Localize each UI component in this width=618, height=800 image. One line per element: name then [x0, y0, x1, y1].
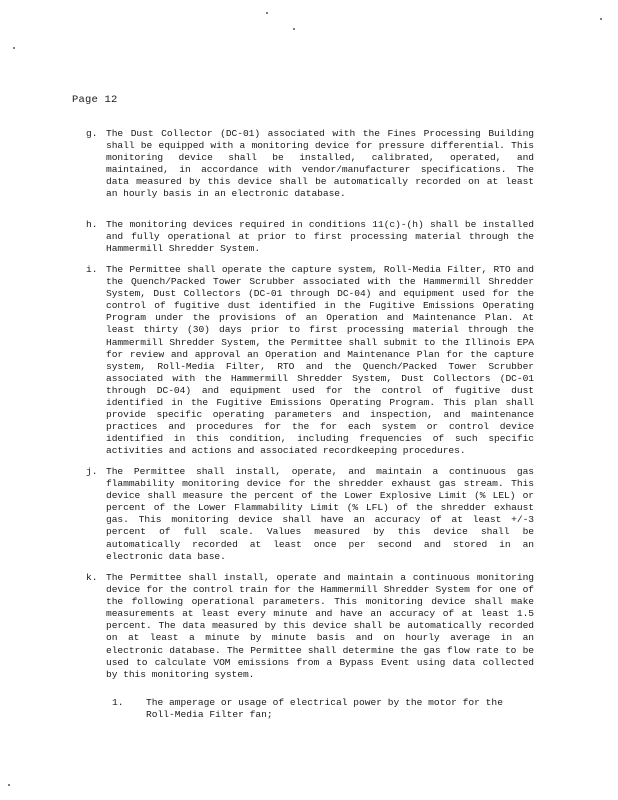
item-text: The Permittee shall install, operate, and maintain a continuous gas flammability monitoring device for the shredder exhaust gas stream. This device shall measure the percent of the Lower Explosive Limit (% LEL) or percent of the Lower Flammability Limit (% LFL) of the shredder exhaust gas. This monitoring device shall have an accuracy of at least +/-3 percent of full scale. Values measured by this device shall be automatically recorded at least once per second and stored in an electronic data base.	[106, 466, 534, 562]
condition-k	[86, 572, 534, 681]
scan-speck	[8, 784, 10, 786]
page-number: Page 12	[72, 94, 118, 106]
scan-speck	[13, 47, 15, 49]
condition-i	[86, 264, 534, 458]
item-text: The monitoring devices required in conditions 11(c)-(h) shall be installed and fully operational at prior to first processing material through the Hammermill Shredder System.	[106, 219, 534, 255]
condition-j	[86, 466, 534, 563]
scan-speck	[293, 28, 295, 30]
sub-item-text: The amperage or usage of electrical power by the motor for the Roll-Media Filter fan;	[146, 697, 503, 721]
item-letter: k.	[86, 572, 98, 583]
item-text: The Permittee shall install, operate and maintain a continuous monitoring device for the control train for the Hammermill Shredder System for one of the following operational parameters. This monitoring device shall make measurements at least every minute and have an accuracy of at least 1.5 percent. The data measured by this device shall be automatically recorded on at least a minute by minute basis and on hourly average in an electronic database. The Permittee shall determine the gas flow rate to be used to calculate VOM emissions from a Bypass Event using data collected by this monitoring system.	[106, 572, 534, 680]
item-text: The Dust Collector (DC-01) associated with the Fines Processing Building shall be equipped with a monitoring device for pressure differential. This monitoring device shall be installed, calibrated, operated, and maintained, in accordance with vendor/manufacturer specifications. The data measured by this device shall be automatically recorded on at least an hourly basis in an electronic database.	[106, 128, 534, 200]
condition-g	[86, 128, 534, 201]
sub-item-1	[112, 697, 532, 721]
item-letter: h.	[86, 219, 98, 230]
item-text: The Permittee shall operate the capture system, Roll-Media Filter, RTO and the Quench/Packed Tower Scrubber associated with the Hammermill Shredder System, Dust Collectors (DC-01 through DC-04) and equipment used for the control of fugitive dust identified in the Fugitive Emissions Operating Program under the provisions of an Operation and Maintenance Plan. At least thirty (30) days prior to first processing material through the Hammermill Shredder System, the Permittee shall submit to the Illinois EPA for review and approval an Operation and Maintenance Plan for the capture system, Roll-Media Filter, RTO and the Quench/Packed Tower Scrubber associated with the Hammermill Shredder System, Dust Collectors (DC-01 through DC-04) and equipment used for the control of fugitive dust identified in the Fugitive Emissions Operating Program. This plan shall provide specific operating parameters and inspection, and maintenance practices and procedures for the for each system or control device identified in this condition, including frequencies of such specific activities and actions and associated recordkeeping procedures.	[106, 264, 534, 457]
item-letter: i.	[86, 264, 98, 275]
item-letter: g.	[86, 128, 98, 139]
item-letter: j.	[86, 466, 98, 477]
scan-speck	[266, 12, 268, 14]
condition-h	[86, 219, 534, 255]
scan-speck	[600, 18, 602, 20]
sub-item-number: 1.	[112, 697, 124, 708]
